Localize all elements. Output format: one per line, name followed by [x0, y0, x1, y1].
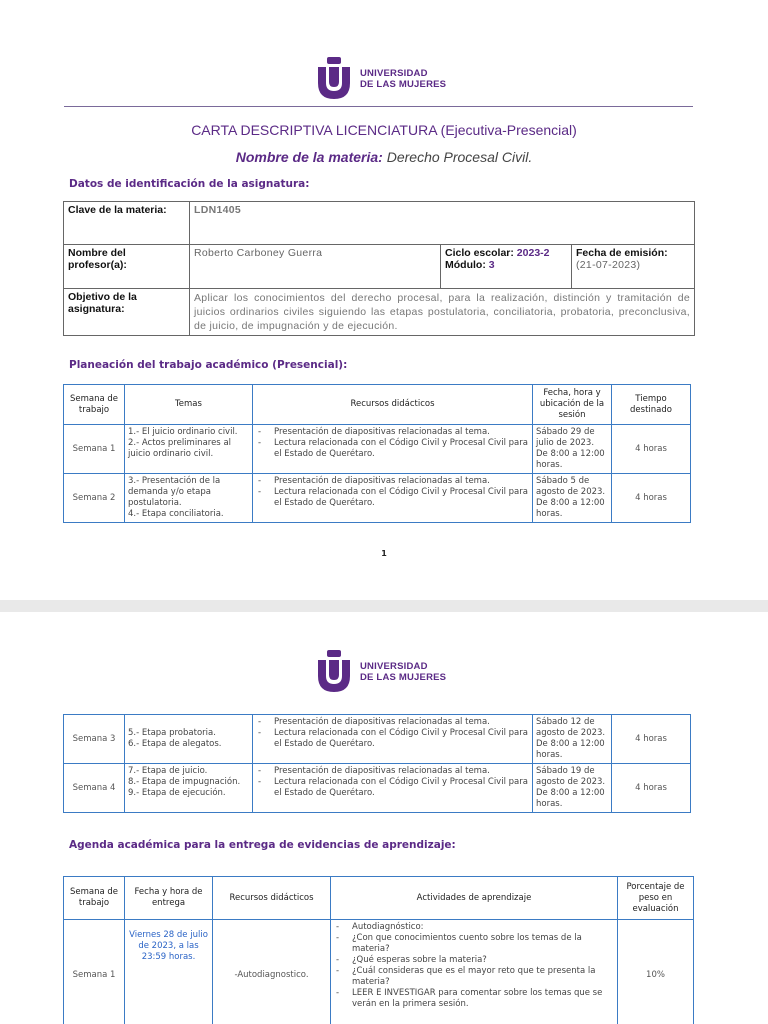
- fecha-value: (21-07-2023): [576, 259, 641, 271]
- plan-section-heading: Planeación del trabajo académico (Presencial):: [69, 359, 348, 371]
- activity-item: - ¿Qué esperas sobre la materia?: [334, 955, 614, 966]
- date-cell: [533, 764, 612, 813]
- resource-item: - Presentación de diapositivas relacionadas al tema.: [256, 476, 529, 487]
- university-shield-icon: [316, 650, 352, 694]
- due-cell: [125, 920, 213, 1024]
- profesor-value: Roberto Carboney Guerra: [190, 245, 441, 289]
- resources-cell: [253, 764, 533, 813]
- fecha-cell: [572, 245, 695, 289]
- subject-line: [0, 149, 768, 165]
- logo-line-2: DE LAS MUJERES: [360, 79, 447, 90]
- resource-item: - Presentación de diapositivas relacionadas al tema.: [256, 717, 529, 728]
- due-text: Viernes 28 de julio de 2023, a las 23:59 horas.: [129, 930, 208, 962]
- table-row: [64, 764, 691, 813]
- week-cell: Semana 1: [64, 920, 125, 1024]
- modulo-label: Módulo:: [445, 259, 486, 271]
- resources-cell: [253, 715, 533, 764]
- profesor-label: Nombre del profesor(a):: [64, 245, 190, 289]
- date-text: Sábado 19 de agosto de 2023. De 8:00 a 12:00 horas.: [536, 766, 606, 809]
- university-logo: [316, 650, 446, 694]
- topics-cell: [125, 474, 253, 523]
- hours-cell: 4 horas: [612, 425, 691, 474]
- topic-item: 5.- Etapa probatoria.: [128, 728, 216, 738]
- resources-cell: [253, 474, 533, 523]
- modulo-value: 3: [488, 259, 495, 271]
- objetivo-value: Aplicar los conocimientos del derecho procesal, para la realización, distinción y tramitación de juicios ordinarios civiles siguiendo las etapas postulatoria, conciliatoria, probatoria, preconclusiva, de juicio, de impugnación y de ejecución.: [190, 289, 695, 336]
- topic-item: 7.- Etapa de juicio.: [128, 766, 208, 776]
- activity-item: - ¿Con que conocimientos cuento sobre los temas de la materia?: [334, 933, 614, 955]
- table-row: [64, 474, 691, 523]
- clave-value: LDN1405: [190, 202, 695, 245]
- topic-item: 4.- Etapa conciliatoria.: [128, 509, 224, 519]
- topics-cell: [125, 425, 253, 474]
- logo-line-1: UNIVERSIDAD: [360, 661, 428, 672]
- agenda-header-weight: Porcentaje de peso en evaluación: [618, 877, 694, 920]
- agenda-header-resources: Recursos didácticos: [213, 877, 331, 920]
- topic-item: 6.- Etapa de alegatos.: [128, 739, 222, 749]
- agenda-table: [63, 876, 694, 1024]
- activity-item: - Autodiagnóstico:: [334, 922, 614, 933]
- date-text: Sábado 29 de julio de 2023. De 8:00 a 12:00 horas.: [536, 427, 605, 470]
- agenda-section-heading: Agenda académica para la entrega de evidencias de aprendizaje:: [69, 839, 456, 851]
- date-cell: [533, 425, 612, 474]
- logo-line-2: DE LAS MUJERES: [360, 672, 447, 683]
- hours-cell: 4 horas: [612, 764, 691, 813]
- resource-item: - Lectura relacionada con el Código Civil y Procesal Civil para el Estado de Querétaro.: [256, 487, 529, 509]
- agenda-header-due: Fecha y hora de entrega: [125, 877, 213, 920]
- hours-cell: 4 horas: [612, 715, 691, 764]
- col-header-resources: Recursos didácticos: [253, 385, 533, 425]
- col-header-time: Tiempo destinado: [612, 385, 691, 425]
- activity-item: - ¿Cuál consideras que es el mayor reto que te presenta la materia?: [334, 966, 614, 988]
- topic-item: 8.- Etapa de impugnación.: [128, 777, 241, 787]
- objetivo-label: Objetivo de la asignatura:: [64, 289, 190, 336]
- table-row: [64, 920, 694, 1024]
- university-shield-icon: [316, 57, 352, 101]
- resource-item: - Lectura relacionada con el Código Civil y Procesal Civil para el Estado de Querétaro.: [256, 777, 529, 799]
- university-logo: [316, 57, 446, 101]
- week-cell: Semana 4: [64, 764, 125, 813]
- fecha-label: Fecha de emisión:: [576, 247, 668, 259]
- col-header-week: Semana de trabajo: [64, 385, 125, 425]
- resource-item: - Presentación de diapositivas relacionadas al tema.: [256, 766, 529, 777]
- resource-item: - Presentación de diapositivas relacionadas al tema.: [256, 427, 529, 438]
- clave-label: Clave de la materia:: [64, 202, 190, 245]
- week-cell: Semana 3: [64, 715, 125, 764]
- ciclo-value: 2023-2: [516, 247, 550, 259]
- resource-item: - Lectura relacionada con el Código Civil y Procesal Civil para el Estado de Querétaro.: [256, 438, 529, 460]
- document-page-2: [0, 612, 768, 1024]
- resource-item: - Lectura relacionada con el Código Civil y Procesal Civil para el Estado de Querétaro.: [256, 728, 529, 750]
- table-row: [64, 425, 691, 474]
- logo-line-1: UNIVERSIDAD: [360, 68, 428, 79]
- topic-item: 1.- El juicio ordinario civil.: [128, 427, 238, 437]
- identification-table: [63, 201, 695, 336]
- topic-item: 2.- Actos preliminares al juicio ordinario civil.: [128, 438, 232, 459]
- activities-cell: [331, 920, 618, 1024]
- subject-value: Derecho Procesal Civil.: [386, 149, 533, 165]
- plan-table-part-2: [63, 714, 691, 813]
- topics-cell: [125, 764, 253, 813]
- plan-table-part-1: [63, 384, 691, 523]
- page-number: 1: [381, 549, 387, 558]
- ciclo-label: Ciclo escolar:: [445, 247, 514, 259]
- ciclo-modulo-cell: [441, 245, 572, 289]
- weight-cell: 10%: [618, 920, 694, 1024]
- col-header-date: Fecha, hora y ubicación de la sesión: [533, 385, 612, 425]
- topics-cell: [125, 715, 253, 764]
- id-section-heading: Datos de identificación de la asignatura:: [69, 178, 310, 190]
- header-rule: [64, 106, 693, 107]
- col-header-topics: Temas: [125, 385, 253, 425]
- date-text: Sábado 5 de agosto de 2023. De 8:00 a 12:00 horas.: [536, 476, 606, 519]
- agenda-resources-cell: -Autodiagnostico.: [213, 920, 331, 1024]
- activity-item: - LEER E INVESTIGAR para comentar sobre los temas que se verán en la primera sesión.: [334, 988, 614, 1010]
- hours-cell: 4 horas: [612, 474, 691, 523]
- date-cell: [533, 474, 612, 523]
- week-cell: Semana 2: [64, 474, 125, 523]
- resources-cell: [253, 425, 533, 474]
- date-text: Sábado 12 de agosto de 2023. De 8:00 a 12:00 horas.: [536, 717, 606, 760]
- table-row: [64, 715, 691, 764]
- topic-item: 9.- Etapa de ejecución.: [128, 788, 226, 798]
- date-cell: [533, 715, 612, 764]
- document-title: CARTA DESCRIPTIVA LICENCIATURA (Ejecutiva-Presencial): [191, 122, 577, 138]
- topic-item: 3.- Presentación de la demanda y/o etapa postulatoria.: [128, 476, 221, 508]
- week-cell: Semana 1: [64, 425, 125, 474]
- agenda-header-activities: Actividades de aprendizaje: [331, 877, 618, 920]
- subject-label: Nombre de la materia:: [235, 149, 383, 165]
- agenda-header-week: Semana de trabajo: [64, 877, 125, 920]
